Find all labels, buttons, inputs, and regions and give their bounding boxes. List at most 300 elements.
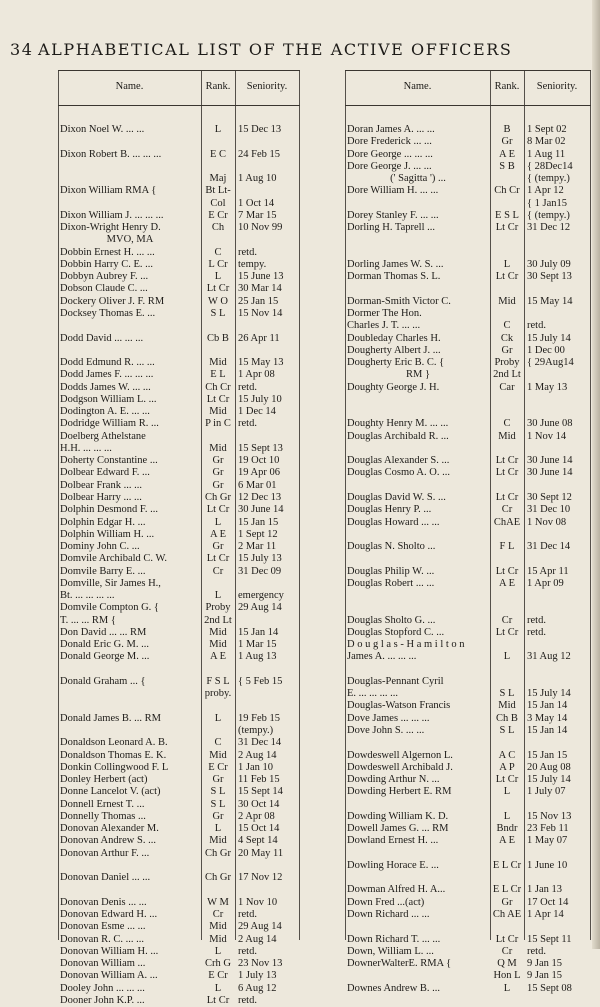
officer-rank: Gr (501, 896, 513, 908)
officer-row (345, 848, 591, 860)
officer-row (58, 553, 300, 565)
officer-rank: S L (499, 688, 515, 700)
officer-row (58, 921, 300, 933)
officer-rank: L (214, 982, 222, 994)
officer-name: Dore George J. ... ... (347, 160, 432, 172)
officer-name: Domvile Archibald C. W. (60, 553, 168, 565)
officer-rank: Ch AE (492, 909, 522, 920)
officer-seniority: 15 May 14 (527, 295, 573, 307)
officer-rank: Mid (209, 357, 227, 369)
officer-seniority: 31 Dec 10 (527, 504, 571, 516)
officer-name: Dore William H. ... ... (347, 185, 439, 197)
officer-name: Doughty Henry M. ... ... (347, 418, 449, 430)
officer-row (58, 161, 300, 173)
officer-name: Doughty George J. H. (347, 381, 440, 393)
officer-rank: Cr (501, 614, 513, 626)
officer-row (58, 271, 300, 283)
column-header-row (345, 70, 591, 106)
officer-rank: ChAE (493, 516, 521, 528)
officer-name: Dowding William K. D. (347, 810, 449, 822)
officer-name: Dolphin Desmond F. ... (60, 504, 159, 516)
officer-name: Down Fred ...(act) (347, 896, 425, 908)
officer-seniority: 1 Nov 14 (527, 430, 567, 442)
officer-row (58, 234, 300, 246)
officer-seniority: 30 June 14 (527, 467, 573, 479)
officer-seniority: 11 Feb 15 (238, 774, 280, 786)
officer-name: Dodd David ... ... ... (60, 332, 144, 344)
officer-row (345, 786, 591, 798)
officer-rank: Ck (500, 332, 514, 344)
officer-name: Douglas Howard ... ... (347, 516, 440, 528)
officer-row (345, 970, 591, 982)
officer-seniority: 29 Aug 14 (238, 602, 282, 614)
officer-rank: Mid (498, 430, 516, 442)
officer-seniority: { (tempy.) (527, 173, 570, 185)
officer-name: Donovan Esme ... ... (60, 921, 146, 933)
officer-name: Donovan Andrew S. ... (60, 835, 156, 847)
officer-name: DownerWalterE. RMA { (347, 958, 452, 970)
officer-row (58, 884, 300, 896)
name-column-header: Name. (403, 81, 432, 92)
officer-rank: A E (498, 835, 516, 847)
officer-rank: Lt Cr (206, 393, 230, 405)
officer-row (58, 786, 300, 798)
officer-seniority: 2 Apr 08 (238, 810, 275, 822)
officer-row (345, 737, 591, 749)
officer-name: Bt. ... ... ... ... (60, 590, 115, 602)
officer-rank: L (503, 786, 511, 798)
officer-row (58, 431, 300, 443)
officer-row (345, 394, 591, 406)
officer-seniority: 19 Oct 10 (238, 455, 280, 467)
officer-rank: Mid (209, 639, 227, 651)
officer-seniority: 1 Nov 08 (527, 516, 567, 528)
officer-seniority: 15 Jan 14 (527, 700, 568, 712)
officer-rows-left (58, 124, 300, 1007)
officer-rank: S L (210, 307, 226, 319)
officer-name: Donovan William A. ... (60, 970, 158, 982)
officer-row (345, 553, 591, 565)
officer-row (58, 750, 300, 762)
officer-seniority: 2 Mar 11 (238, 541, 277, 553)
officer-row (58, 198, 300, 210)
officer-name: Dodd Edmund R. ... ... (60, 357, 155, 369)
officer-rank: Mid (209, 921, 227, 933)
officer-seniority: 15 Jan 15 (527, 749, 568, 761)
officer-row (345, 958, 591, 970)
officer-row (58, 897, 300, 909)
officer-name: Dorey Stanley F. ... ... (347, 209, 439, 221)
officer-seniority: { 1 Jan15 (527, 197, 568, 209)
rank-column-header: Rank. (494, 81, 520, 92)
officer-rank: L (503, 651, 511, 663)
officer-name: Dorman Thomas S. L. (347, 271, 441, 283)
officer-rank: proby. (204, 688, 232, 700)
officer-seniority: 15 Apr 11 (527, 565, 569, 577)
officer-row (58, 774, 300, 786)
officer-rank: Bt Lt- (205, 185, 231, 197)
officer-seniority: 26 Apr 11 (238, 332, 280, 344)
officer-row (345, 872, 591, 884)
officer-row (58, 602, 300, 614)
officer-row (345, 296, 591, 308)
officer-seniority: 30 Sept 12 (527, 491, 572, 503)
officer-row (58, 320, 300, 332)
officer-seniority: 30 Oct 14 (238, 798, 280, 810)
officer-seniority: 15 May 13 (238, 357, 284, 369)
officer-seniority: 15 Jan 14 (238, 626, 279, 638)
officer-row (58, 811, 300, 823)
officer-seniority: 17 Nov 12 (238, 872, 283, 884)
officer-row (345, 897, 591, 909)
officer-seniority: 15 July 14 (527, 688, 571, 700)
officer-row (345, 198, 591, 210)
officer-row (345, 161, 591, 173)
officer-name: Doran James A. ... ... (347, 124, 435, 135)
officer-rank: C (503, 418, 511, 430)
officer-name: Dobson Claude C. ... (60, 283, 148, 295)
officer-row (345, 136, 591, 148)
officer-rank: 2nd Lt (493, 369, 521, 381)
officer-name: Dobbin Harry C. E. ... (60, 258, 154, 270)
officer-rank: L (214, 516, 222, 528)
officer-seniority: 15 June 13 (238, 271, 284, 283)
officer-name: Dooner John K.P. ... (60, 994, 145, 1006)
officer-rank: Ch Gr (205, 872, 231, 884)
officer-name: Dowell James G. ... RM (347, 823, 449, 835)
officer-rank: A C (498, 749, 516, 761)
officer-row (58, 958, 300, 970)
officer-rank: A E (498, 577, 516, 589)
officer-name: MVO, MA (106, 234, 154, 246)
officer-name: Domville, Sir James H., (60, 577, 161, 589)
officer-row (58, 713, 300, 725)
officer-rank: Ch Cr (494, 185, 520, 197)
officer-rank: Bndr (496, 823, 518, 835)
officer-seniority: 15 July 14 (527, 774, 571, 786)
officer-rank: S L (499, 725, 515, 737)
officer-rank: L (214, 590, 222, 602)
officer-rank: Lt Cr (495, 774, 519, 786)
officer-row (345, 590, 591, 602)
officer-row (58, 369, 300, 381)
officer-seniority: 25 Jan 15 (238, 295, 279, 307)
officer-name: (' Sagitta ') ... (390, 173, 446, 185)
officer-name: Don David ... ... RM (60, 626, 147, 638)
officer-name: Douglas Robert ... ... (347, 577, 435, 589)
officer-row (58, 308, 300, 320)
officer-rank: Gr (212, 467, 224, 479)
officer-name: Douglas-Watson Francis (347, 700, 451, 712)
officer-seniority: { 29Aug14 (527, 357, 574, 369)
officer-row (345, 247, 591, 259)
officer-rank: S L (210, 798, 226, 810)
officer-name: Charles J. T. ... ... (347, 320, 421, 332)
officer-row (345, 602, 591, 614)
officer-seniority: 15 Jan 15 (238, 516, 279, 528)
officer-row (345, 382, 591, 394)
officer-name: Douglas Alexander S. ... (347, 455, 450, 467)
officer-rank: Cr (212, 565, 224, 577)
officer-row (345, 983, 591, 995)
officer-rank: Lt Cr (206, 553, 230, 565)
officer-name: Down, William L. ... (347, 945, 434, 957)
officer-row (345, 467, 591, 479)
officer-row (58, 480, 300, 492)
officer-seniority: 1 Aug 13 (238, 651, 277, 663)
officer-seniority: tempy. (238, 258, 267, 270)
officer-row (345, 750, 591, 762)
officer-name: Douglas Cosmo A. O. ... (347, 467, 450, 479)
officer-row (345, 762, 591, 774)
officer-row (58, 443, 300, 455)
officer-name: Donovan William H. ... (60, 945, 159, 957)
officer-seniority: 31 Dec 14 (527, 541, 571, 553)
officer-name: Donovan R. C. ... ... (60, 933, 144, 945)
officer-seniority: emergency (238, 590, 284, 602)
officer-row (58, 259, 300, 271)
officer-name: Dorling H. Taprell ... (347, 222, 436, 234)
officer-row (345, 639, 591, 651)
officer-row (58, 296, 300, 308)
officer-row (58, 394, 300, 406)
officer-row (345, 934, 591, 946)
officer-name: Dodgson William L. ... (60, 393, 157, 405)
officer-name: Domvile Compton G. { (60, 602, 159, 614)
officer-rank: Lt Cr (495, 271, 519, 283)
officer-row (345, 651, 591, 663)
officer-rank: L (214, 823, 222, 835)
officer-row (58, 909, 300, 921)
officer-seniority: 15 July 13 (238, 553, 282, 565)
officer-rank: P in C (205, 418, 231, 430)
officer-rank: Ch Cr (205, 381, 231, 393)
officer-row (345, 308, 591, 320)
officer-rows-right (345, 124, 591, 995)
officer-row (345, 320, 591, 332)
officer-name: Dodington A. E. ... ... (60, 406, 150, 418)
officer-rank: E L (210, 369, 226, 381)
officer-name: Downes Andrew B. ... (347, 982, 441, 994)
officer-name: Doelberg Athelstane (60, 430, 146, 442)
officer-seniority: 15 Nov 13 (527, 810, 572, 822)
officer-seniority: retd. (527, 945, 546, 957)
officer-row (58, 467, 300, 479)
column-header-row (58, 70, 300, 106)
officer-row (58, 872, 300, 884)
officer-row (345, 615, 591, 627)
officer-rank: Mid (209, 442, 227, 454)
officer-name: Dobbin Ernest H. ... ... (60, 246, 155, 258)
officer-row (345, 283, 591, 295)
officer-seniority: retd. (238, 994, 257, 1006)
officer-row (58, 946, 300, 958)
officer-seniority: 15 Sept 08 (527, 982, 572, 994)
officer-rank: 2nd Lt (204, 614, 232, 626)
officer-row (345, 664, 591, 676)
officer-name: Dockery Oliver J. F. RM (60, 295, 165, 307)
officer-name: Dormer The Hon. (347, 307, 422, 319)
officer-rank: L (214, 945, 222, 957)
officer-seniority: retd. (238, 418, 257, 430)
officer-row (345, 946, 591, 958)
officer-name: Donovan Daniel ... ... (60, 872, 151, 884)
officer-name: Dooley John ... ... ... (60, 982, 145, 994)
officer-row (345, 688, 591, 700)
officer-row (58, 590, 300, 602)
officer-seniority: 31 Dec 09 (238, 565, 282, 577)
officer-rank: Cb B (207, 332, 229, 344)
officer-rank: Ch Gr (205, 847, 231, 859)
officer-row (345, 860, 591, 872)
officer-row (58, 541, 300, 553)
officer-row (58, 860, 300, 872)
officer-row (58, 848, 300, 860)
officer-rank: Lt Cr (495, 467, 519, 479)
officer-seniority: 15 July 14 (527, 332, 571, 344)
officer-seniority: 8 Mar 02 (527, 136, 566, 148)
officer-rank: L (503, 982, 511, 994)
officer-seniority: retd. (238, 945, 257, 957)
officer-rank: F S L (206, 675, 230, 687)
officer-row (58, 676, 300, 688)
officer-name: Douglas Archibald R. ... (347, 430, 449, 442)
officer-name: Douglas-Pennant Cyril (347, 675, 444, 687)
officer-name: RM } (405, 369, 430, 381)
officer-name: Dowland Ernest H. ... (347, 835, 439, 847)
seniority-column-header: Seniority. (246, 81, 288, 92)
officer-name: Donnelly Thomas ... (60, 810, 146, 822)
officer-row (58, 983, 300, 995)
officer-name: Dobbyn Aubrey F. ... (60, 271, 149, 283)
officer-name: Donnell Ernest T. ... (60, 798, 145, 810)
officer-row (345, 149, 591, 161)
officer-row (345, 443, 591, 455)
officer-rank: E Cr (208, 761, 228, 773)
officer-name: Dodridge William R. ... (60, 418, 159, 430)
officer-seniority: { 5 Feb 15 (238, 675, 283, 687)
officer-row (58, 247, 300, 259)
officer-rank: A E (498, 148, 516, 160)
officer-rank: Lt Cr (495, 222, 519, 234)
officer-rank: Car (499, 381, 515, 393)
officer-seniority: 24 Feb 15 (238, 148, 280, 160)
officer-seniority: 31 Dec 14 (238, 737, 282, 749)
officer-name: Donovan Arthur F. ... (60, 847, 150, 859)
officer-name: James A. ... ... ... (347, 651, 417, 663)
officer-name: Dorman-Smith Victor C. (347, 295, 451, 307)
officer-rank: Mid (498, 700, 516, 712)
officer-row (58, 418, 300, 430)
officer-seniority: 1 July 07 (527, 786, 566, 798)
officer-name: Donald James B. ... RM (60, 712, 161, 724)
officer-rank: Proby (205, 602, 231, 614)
officer-row (58, 664, 300, 676)
officer-row (345, 627, 591, 639)
officer-name: Dixon Robert B. ... ... ... (60, 148, 162, 160)
officer-row (58, 615, 300, 627)
officer-rank: Mid (498, 295, 516, 307)
officer-row (58, 406, 300, 418)
officer-name: Donovan Edward H. ... (60, 909, 158, 920)
officer-name: Dolbear Frank ... ... (60, 479, 142, 491)
officer-row (58, 185, 300, 197)
officer-name: Douglas Sholto G. ... (347, 614, 436, 626)
officer-row (345, 185, 591, 197)
officer-rank: A E (209, 651, 227, 663)
officer-seniority: 30 July 09 (527, 258, 571, 270)
officer-row (58, 283, 300, 295)
officer-row (345, 480, 591, 492)
officer-name: Dougherty Eric B. C. { (347, 357, 445, 369)
officer-seniority: { (tempy.) (527, 209, 570, 221)
officer-rank: Col (210, 197, 226, 209)
officer-seniority: 20 Aug 08 (527, 761, 571, 773)
officer-row (58, 651, 300, 663)
officer-seniority: 20 May 11 (238, 847, 284, 859)
officer-rank: C (214, 246, 222, 258)
officer-row (58, 529, 300, 541)
officer-rank: L (503, 810, 511, 822)
officer-row (58, 504, 300, 516)
officer-seniority: 1 Apr 12 (527, 185, 564, 197)
officer-row (58, 517, 300, 529)
officer-rank: Lt Cr (495, 565, 519, 577)
officer-row (345, 811, 591, 823)
officer-name: Down Richard T. ... ... (347, 933, 441, 945)
officer-seniority: 19 Apr 06 (238, 467, 280, 479)
name-column-header: Name. (115, 81, 144, 92)
officer-row (58, 357, 300, 369)
officer-seniority: 12 Dec 13 (238, 491, 282, 503)
officer-row (58, 578, 300, 590)
officer-seniority: 6 Mar 01 (238, 479, 277, 491)
officer-name: Dowman Alfred H. A... (347, 884, 446, 896)
officer-row (345, 259, 591, 271)
officer-row (58, 149, 300, 161)
officer-row (345, 774, 591, 786)
officer-row (345, 676, 591, 688)
officer-seniority: 30 June 14 (238, 504, 284, 516)
officer-seniority: 15 Sept 14 (238, 786, 283, 798)
officer-row (345, 529, 591, 541)
officer-name: Doubleday Charles H. (347, 332, 441, 344)
officer-name: Donovan Denis ... ... (60, 896, 147, 908)
officer-seniority: 15 Nov 14 (238, 307, 283, 319)
officer-seniority: { 28Dec14 (527, 160, 573, 172)
officer-seniority: 30 June 14 (527, 455, 573, 467)
officer-rank: Q M (497, 958, 517, 970)
officer-seniority: 10 Nov 99 (238, 222, 283, 234)
officer-row (345, 835, 591, 847)
officer-seniority: 1 Sept 12 (238, 528, 278, 540)
officer-rank: E Cr (208, 970, 228, 982)
officer-row (345, 541, 591, 553)
officer-seniority: 15 Oct 14 (238, 823, 280, 835)
officer-name: Dolphin Edgar H. ... (60, 516, 146, 528)
officer-name: Dowding Arthur N. ... (347, 774, 440, 786)
officer-row (345, 492, 591, 504)
officer-name: Dolphin William H. ... (60, 528, 155, 540)
left-officer-table (58, 70, 300, 1006)
officer-rank: L (503, 258, 511, 270)
officer-seniority: retd. (527, 626, 546, 638)
officer-seniority: 1 Nov 10 (238, 896, 278, 908)
officer-row (345, 517, 591, 529)
officer-seniority: 1 Dec 14 (238, 406, 276, 418)
officer-rank: E L Cr (492, 859, 522, 871)
officer-seniority: 1 Mar 15 (238, 639, 277, 651)
